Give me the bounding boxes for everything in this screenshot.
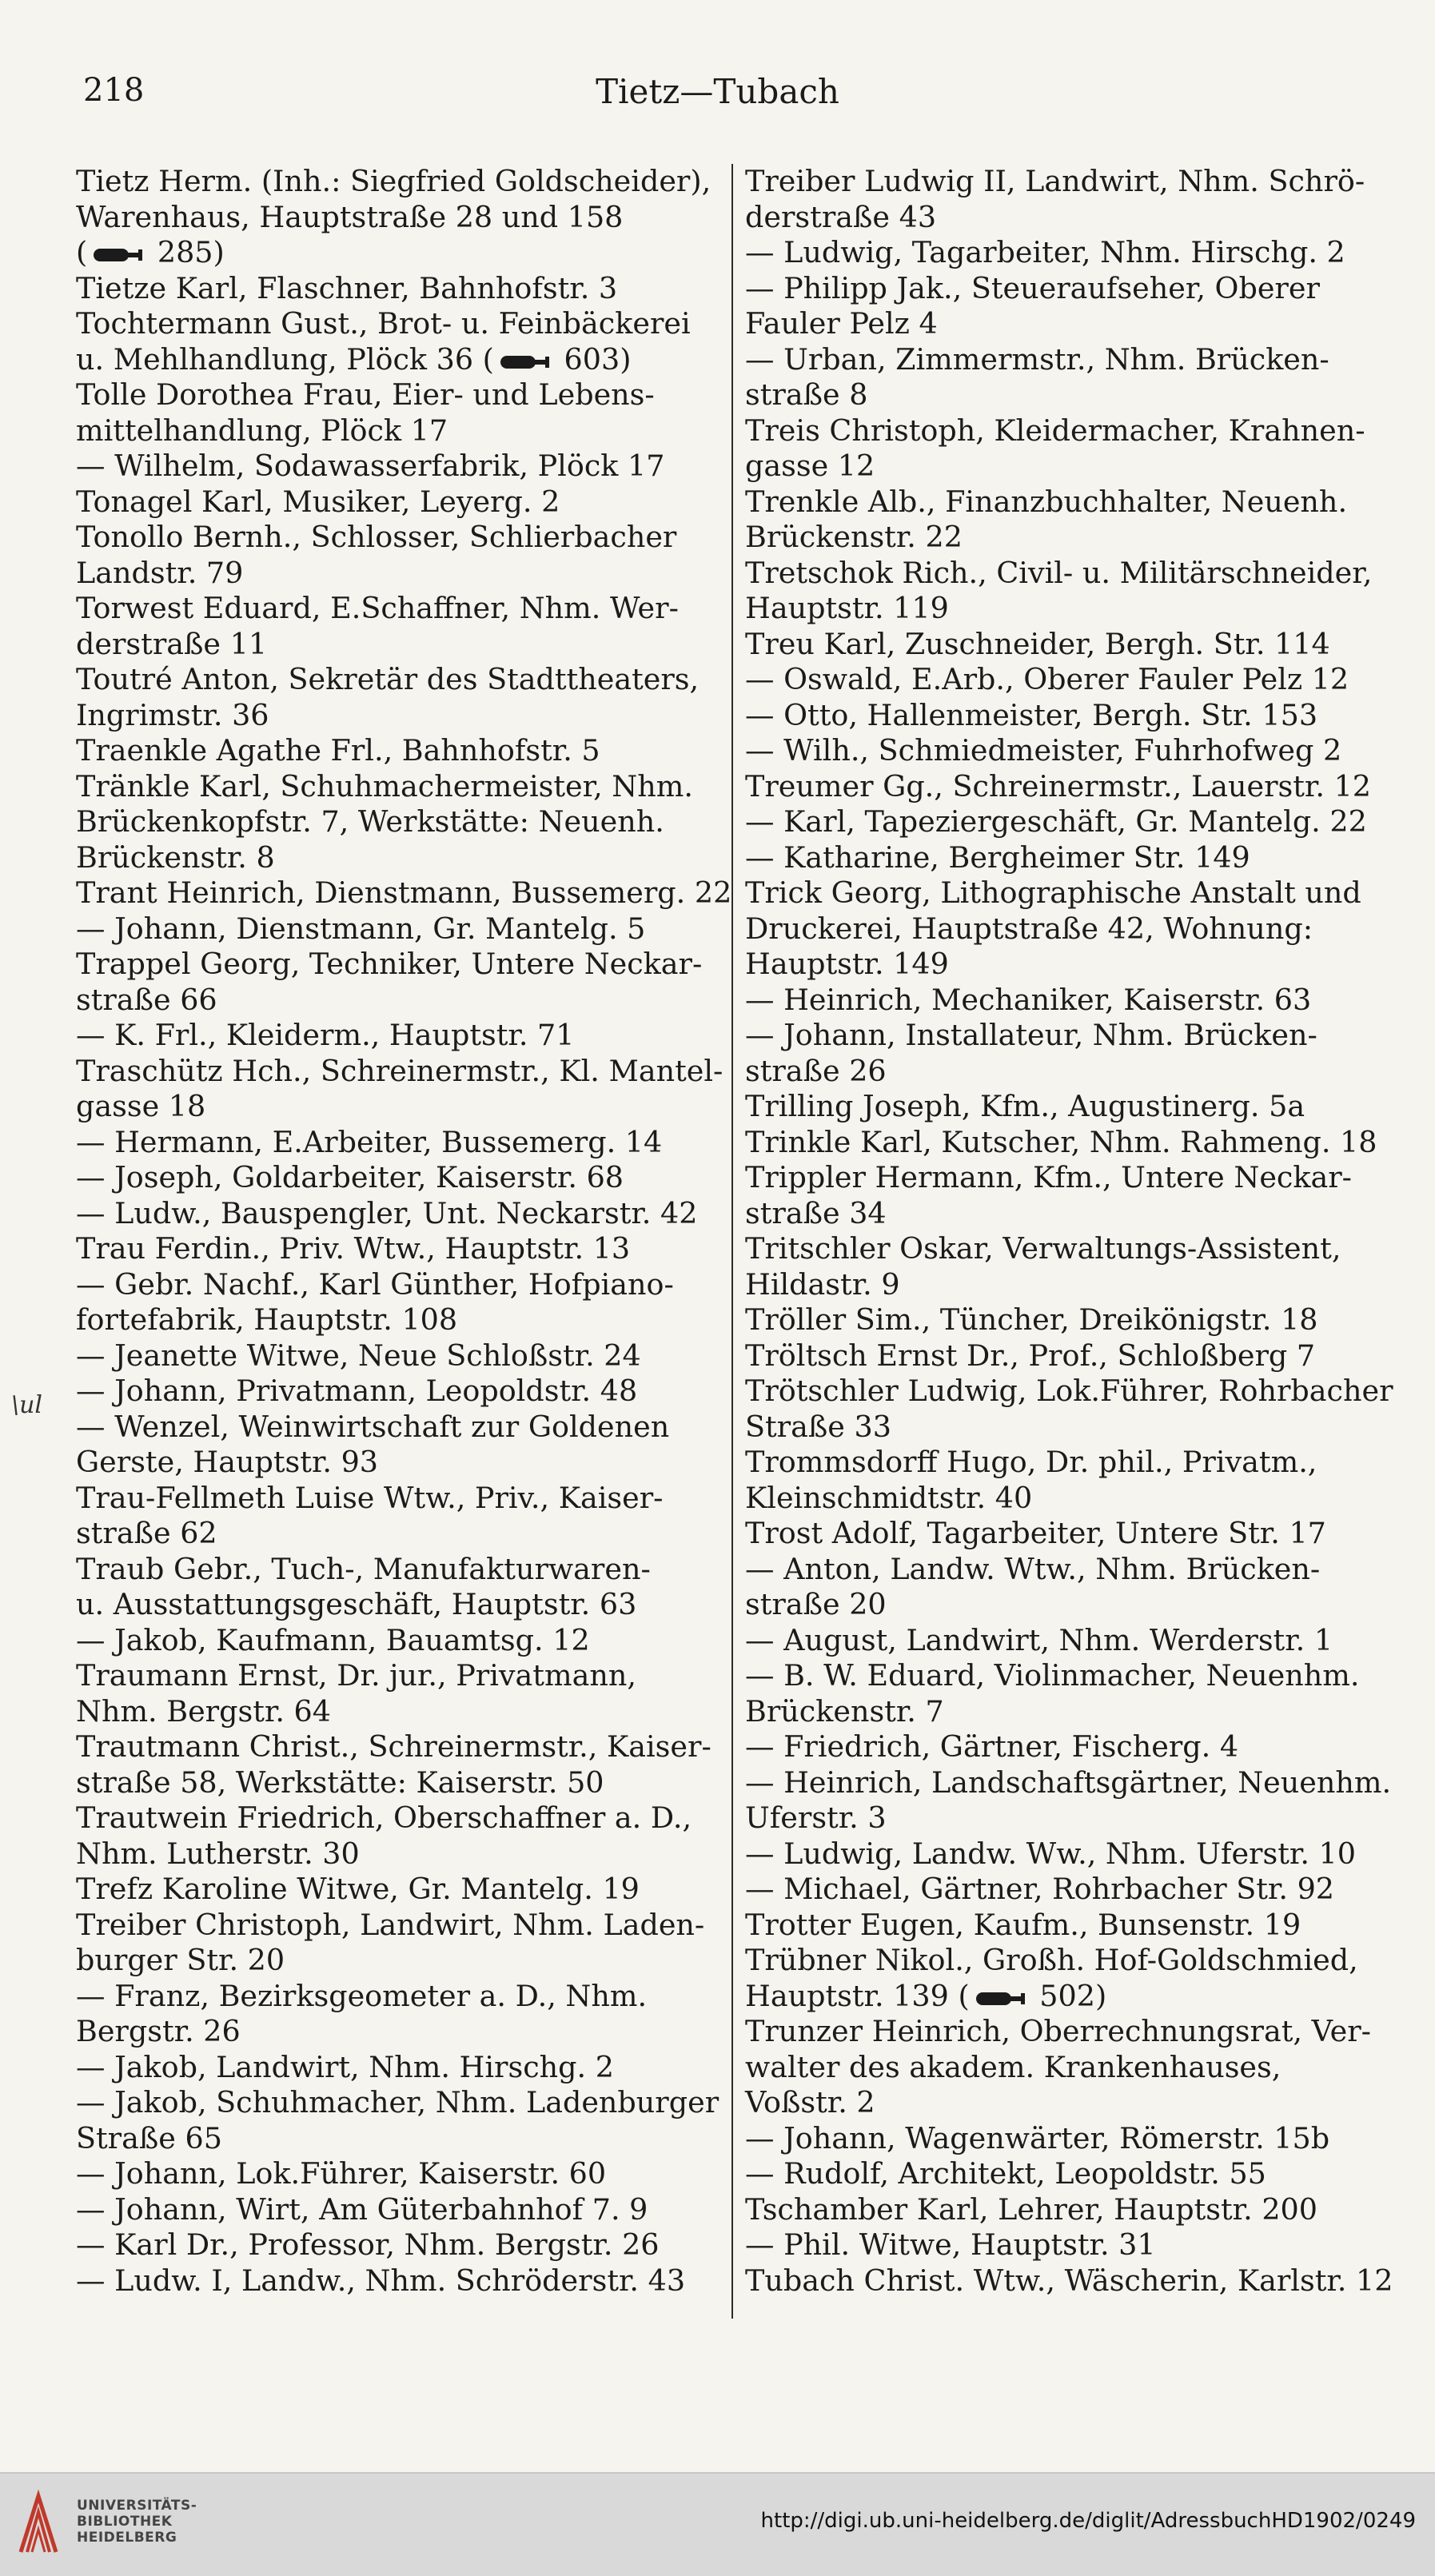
entry-line: Treiber Christoph, Landwirt, Nhm. Laden- [76, 1907, 705, 1942]
entry-line: Brückenkopfstr. 7, Werkstätte: Neuenh. [76, 804, 664, 839]
directory-entry [745, 2192, 1381, 2228]
directory-entry [745, 1765, 1392, 1836]
entry-line: — Philipp Jak., Steueraufseher, Oberer [745, 270, 1320, 305]
entry-line: — Friedrich, Gärtner, Fischerg. 4 [745, 1729, 1239, 1764]
directory-entry [745, 2156, 1381, 2192]
directory-entry [76, 1729, 712, 1800]
entry-line: Trötschler Ludwig, Lok.Führer, Rohrbacher [745, 1374, 1393, 1408]
directory-entry [745, 2121, 1381, 2157]
entry-line: Traub Gebr., Tuch-, Manufakturwaren- [76, 1551, 651, 1586]
telephone-icon [497, 353, 552, 371]
entry-line: Tubach Christ. Wtw., Wäscherin, Karlstr. 12 [745, 2263, 1393, 2298]
entry-line: Trost Adolf, Tagarbeiter, Untere Str. 17 [745, 1516, 1326, 1550]
entry-line: Torwest Eduard, E.Schaffner, Nhm. Wer- [76, 591, 679, 625]
entry-line: — Oswald, E.Arb., Oberer Fauler Pelz 12 [745, 662, 1349, 696]
directory-entry [76, 1267, 712, 1338]
entry-line: — Gebr. Nachf., Karl Günther, Hofpiano- [76, 1266, 674, 1302]
entry-line: fortefabrik, Hauptstr. 108 [76, 1302, 458, 1337]
directory-entry [76, 1160, 712, 1196]
entry-line: — Johann, Wagenwärter, Römerstr. 15b [745, 2120, 1330, 2155]
directory-entry [745, 556, 1381, 627]
entry-line: straße 20 [745, 1587, 887, 1621]
directory-entry [745, 1018, 1381, 1089]
entry-line: — Ludw. I, Landw., Nhm. Schröderstr. 43 [76, 2263, 686, 2298]
entry-line: Trappel Georg, Techniker, Untere Neckar- [76, 947, 703, 981]
directory-entry [745, 2014, 1381, 2121]
entry-line: walter des akadem. Krankenhauses, [745, 2049, 1282, 2084]
directory-entry [76, 662, 712, 733]
entry-line: Trippler Hermann, Kfm., Untere Neckar- [745, 1160, 1353, 1194]
entry-line: — Karl Dr., Professor, Nhm. Bergstr. 26 [76, 2227, 660, 2262]
entry-line: Traschütz Hch., Schreinermstr., Kl. Mantel- [76, 1053, 723, 1088]
entry-line: — Joseph, Goldarbeiter, Kaiserstr. 68 [76, 1160, 624, 1194]
directory-entry [745, 1160, 1381, 1231]
entry-line: Hauptstr. 119 [745, 591, 949, 625]
directory-entry [745, 2227, 1381, 2263]
directory-entry [76, 484, 712, 520]
entry-line: straße 58, Werkstätte: Kaiserstr. 50 [76, 1765, 604, 1800]
entry-line: Traumann Ernst, Dr. jur., Privatmann, [76, 1658, 636, 1693]
directory-entry [76, 1410, 712, 1481]
entry-line: mittelhandlung, Plöck 17 [76, 413, 448, 448]
directory-entry [745, 1836, 1381, 1872]
entry-line: Trefz Karoline Witwe, Gr. Mantelg. 19 [76, 1872, 640, 1906]
entry-line: — Johann, Lok.Führer, Kaiserstr. 60 [76, 2156, 607, 2191]
directory-entry [76, 520, 712, 591]
entry-line: derstraße 11 [76, 626, 268, 661]
directory-entry [76, 164, 712, 271]
directory-entry [745, 164, 1381, 235]
logo-line: BIBLIOTHEK [77, 2514, 173, 2530]
entry-line: straße 62 [76, 1516, 217, 1550]
entry-line: Brückenstr. 7 [745, 1693, 944, 1729]
entry-line: Fauler Pelz 4 [745, 306, 938, 341]
directory-entry [76, 2085, 719, 2156]
entry-line: Tröltsch Ernst Dr., Prof., Schloßberg 7 [745, 1338, 1316, 1373]
entry-line: Nhm. Bergstr. 64 [76, 1693, 331, 1729]
entry-line: Tonagel Karl, Musiker, Leyerg. 2 [76, 484, 560, 519]
entry-line: — Johann, Dienstmann, Gr. Mantelg. 5 [76, 911, 646, 946]
entry-line: gasse 12 [745, 449, 875, 483]
directory-entry [76, 2192, 712, 2228]
directory-entry [76, 1196, 712, 1232]
entry-line: Tretschok Rich., Civil- u. Militärschneider, [745, 555, 1373, 590]
entry-line: Tschamber Karl, Lehrer, Hauptstr. 200 [745, 2191, 1317, 2227]
directory-entry [76, 1872, 712, 1908]
entry-line: straße 26 [745, 1053, 887, 1088]
entry-line: — Karl, Tapeziergeschäft, Gr. Mantelg. 22 [745, 804, 1367, 839]
entry-line: Trotter Eugen, Kaufm., Bunsenstr. 19 [745, 1907, 1301, 1942]
directory-entry [76, 1552, 712, 1623]
entry-line: Treiber Ludwig II, Landwirt, Nhm. Schrö- [745, 164, 1365, 198]
entry-line: Straße 33 [745, 1409, 891, 1444]
entry-line: — Ludw., Bauspengler, Unt. Neckarstr. 42 [76, 1195, 698, 1230]
entry-line: Tietz Herm. (Inh.: Siegfried Goldscheider), [76, 164, 712, 198]
entry-line: Tonollo Bernh., Schlosser, Schlierbacher [76, 520, 677, 554]
right-column [745, 164, 1393, 2299]
directory-entry [745, 1729, 1381, 1765]
page-number: 218 [83, 72, 145, 109]
entry-line: — Jakob, Schuhmacher, Nhm. Ladenburger [76, 2085, 719, 2119]
entry-line: Warenhaus, Hauptstraße 28 und 158 [76, 199, 624, 234]
directory-entry [745, 1658, 1381, 1729]
entry-line: straße 66 [76, 982, 217, 1017]
directory-entry [76, 449, 712, 484]
directory-entry [745, 1125, 1381, 1161]
entry-line: — Phil. Witwe, Hauptstr. 31 [745, 2227, 1156, 2262]
directory-entry [76, 1979, 712, 2050]
directory-entry [76, 911, 712, 947]
directory-entry [745, 1552, 1381, 1623]
entry-line: straße 34 [745, 1195, 887, 1230]
directory-entry [745, 271, 1381, 342]
entry-line: Straße 65 [76, 2120, 222, 2155]
directory-entry [76, 377, 712, 449]
entry-line: derstraße 43 [745, 199, 937, 234]
entry-line: Trautwein Friedrich, Oberschaffner a. D., [76, 1800, 692, 1835]
entry-line: Voßstr. 2 [745, 2085, 875, 2119]
directory-entry [76, 1338, 712, 1374]
entry-line: — Ludwig, Tagarbeiter, Nhm. Hirschg. 2 [745, 235, 1345, 269]
entry-line: — Johann, Privatmann, Leopoldstr. 48 [76, 1374, 638, 1408]
directory-entry [745, 1338, 1381, 1374]
entry-line: Trilling Joseph, Kfm., Augustinerg. 5a [745, 1089, 1305, 1123]
directory-entry [76, 2263, 712, 2299]
entry-line: — Rudolf, Architekt, Leopoldstr. 55 [745, 2156, 1266, 2191]
entry-line: — August, Landwirt, Nhm. Werderstr. 1 [745, 1622, 1333, 1657]
telephone-icon [973, 1990, 1027, 2008]
entry-line: Kleinschmidtstr. 40 [745, 1480, 1033, 1515]
entry-line: — Otto, Hallenmeister, Bergh. Str. 153 [745, 697, 1318, 732]
entry-line: — Wilh., Schmiedmeister, Fuhrhofweg 2 [745, 733, 1342, 768]
entry-line: Druckerei, Hauptstraße 42, Wohnung: [745, 911, 1313, 946]
entry-line: Bergstr. 26 [76, 2014, 241, 2048]
logo-line: HEIDELBERG [77, 2530, 177, 2546]
entry-line: Trenkle Alb., Finanzbuchhalter, Neuenh. [745, 484, 1348, 519]
directory-entry [745, 983, 1381, 1019]
directory-entry [76, 1481, 712, 1552]
directory-entry [745, 2263, 1393, 2299]
entry-line: Tietze Karl, Flaschner, Bahnhofstr. 3 [76, 270, 618, 305]
library-logo-text [77, 2498, 197, 2546]
directory-entry [745, 1302, 1381, 1338]
entry-line: Ingrimstr. 36 [76, 697, 269, 732]
entry-line: Trant Heinrich, Dienstmann, Bussemerg. 22 [76, 875, 732, 910]
entry-line: — Wenzel, Weinwirtschaft zur Goldenen [76, 1409, 670, 1444]
entry-line: Traenkle Agathe Frl., Bahnhofstr. 5 [76, 733, 600, 768]
entry-line: Tränkle Karl, Schuhmachermeister, Nhm. [76, 768, 693, 804]
entry-line: — Johann, Installateur, Nhm. Brücken- [745, 1018, 1317, 1052]
directory-entry [745, 235, 1381, 271]
entry-line: Tolle Dorothea Frau, Eier- und Lebens- [76, 377, 655, 412]
entry-line: Tröller Sim., Tüncher, Dreikönigstr. 18 [745, 1302, 1318, 1337]
source-url-link[interactable]: http://digi.ub.uni-heidelberg.de/diglit/AdressbuchHD1902/0249 [760, 2509, 1416, 2533]
entry-line: — Franz, Bezirksgeometer a. D., Nhm. [76, 1978, 648, 2013]
entry-line: — Katharine, Bergheimer Str. 149 [745, 839, 1250, 875]
library-logo-icon [14, 2488, 62, 2560]
directory-entry [745, 1872, 1381, 1908]
directory-entry [76, 2156, 712, 2192]
directory-entry [76, 1125, 712, 1161]
directory-entry [76, 1231, 712, 1267]
directory-entry [745, 1943, 1381, 2014]
directory-entry [76, 1374, 712, 1410]
entry-line: Trommsdorff Hugo, Dr. phil., Privatm., [745, 1445, 1317, 1479]
entry-line: — Heinrich, Landschaftsgärtner, Neuenhm. [745, 1765, 1392, 1800]
directory-entry [745, 1374, 1393, 1445]
entry-line: Toutré Anton, Sekretär des Stadttheaters, [76, 662, 700, 696]
entry-line: — Jeanette Witwe, Neue Schloßstr. 24 [76, 1338, 641, 1373]
entry-line: Trau-Fellmeth Luise Wtw., Priv., Kaiser- [76, 1480, 664, 1515]
entry-line: ( 285) [76, 235, 225, 269]
entry-line: — Michael, Gärtner, Rohrbacher Str. 92 [745, 1872, 1335, 1906]
entry-line: burger Str. 20 [76, 1943, 285, 1977]
directory-entry [745, 1089, 1381, 1125]
entry-line: — B. W. Eduard, Violinmacher, Neuenhm. [745, 1658, 1360, 1693]
entry-line: Landstr. 79 [76, 555, 244, 590]
entry-line: Tritschler Oskar, Verwaltungs-Assistent, [745, 1231, 1341, 1266]
directory-entry [76, 947, 712, 1018]
directory-entry [76, 1658, 712, 1729]
directory-entry [76, 733, 712, 769]
logo-line: UNIVERSITÄTS- [77, 2498, 197, 2514]
entry-line: u. Mehlhandlung, Plöck 36 ( 603) [76, 341, 632, 377]
directory-entry [76, 591, 712, 662]
directory-entry [76, 1908, 712, 1979]
entry-line: — Hermann, E.Arbeiter, Bussemerg. 14 [76, 1124, 663, 1159]
directory-entry [76, 2050, 712, 2086]
entry-line: Trautmann Christ., Schreinermstr., Kaiser- [76, 1729, 712, 1764]
entry-line: — Heinrich, Mechaniker, Kaiserstr. 63 [745, 982, 1312, 1017]
entry-line: — Jakob, Kaufmann, Bauamtsg. 12 [76, 1622, 590, 1657]
entry-line: — Wilhelm, Sodawasserfabrik, Plöck 17 [76, 449, 665, 483]
running-head: Tietz—Tubach [596, 72, 839, 111]
directory-entry [745, 1516, 1381, 1552]
entry-line: straße 8 [745, 377, 868, 412]
entry-line: — Anton, Landw. Wtw., Nhm. Brücken- [745, 1551, 1321, 1586]
directory-entry [76, 271, 712, 307]
directory-entry [745, 733, 1381, 769]
entry-line: Trick Georg, Lithographische Anstalt und [745, 875, 1361, 910]
entry-line: Hildastr. 9 [745, 1266, 900, 1302]
directory-entry [745, 1908, 1381, 1944]
directory-entry [76, 769, 712, 876]
entry-line: — Urban, Zimmermstr., Nhm. Brücken- [745, 341, 1329, 377]
column-divider [731, 164, 733, 2319]
directory-entry [76, 875, 732, 911]
entry-line: Trübner Nikol., Großh. Hof-Goldschmied, [745, 1943, 1358, 1977]
directory-entry [745, 1445, 1381, 1516]
entry-line: Gerste, Hauptstr. 93 [76, 1445, 379, 1479]
entry-line: u. Ausstattungsgeschäft, Hauptstr. 63 [76, 1587, 637, 1621]
directory-entry [745, 484, 1381, 556]
entry-line: Treis Christoph, Kleidermacher, Krahnen- [745, 413, 1365, 448]
entry-line: — Johann, Wirt, Am Güterbahnhof 7. 9 [76, 2191, 648, 2227]
telephone-icon [90, 246, 145, 264]
directory-entry [745, 840, 1381, 876]
entry-line: Hauptstr. 139 ( 502) [745, 1978, 1107, 2013]
directory-entry [745, 804, 1381, 840]
entry-line: Trau Ferdin., Priv. Wtw., Hauptstr. 13 [76, 1231, 631, 1266]
directory-entry [745, 662, 1381, 698]
directory-entry [745, 698, 1381, 734]
entry-line: — Jakob, Landwirt, Nhm. Hirschg. 2 [76, 2049, 614, 2084]
directory-entry [76, 1053, 723, 1125]
directory-entry [745, 1231, 1381, 1302]
directory-entry [745, 875, 1381, 983]
entry-line: Brückenstr. 8 [76, 839, 275, 875]
entry-line: Uferstr. 3 [745, 1800, 887, 1835]
entry-line: Trunzer Heinrich, Oberrechnungsrat, Ver- [745, 2014, 1372, 2048]
entry-line: — K. Frl., Kleiderm., Hauptstr. 71 [76, 1018, 575, 1052]
directory-entry [76, 1623, 712, 1659]
directory-entry [76, 2227, 712, 2263]
directory-entry [745, 1623, 1381, 1659]
entry-line: Tochtermann Gust., Brot- u. Feinbäckerei [76, 306, 691, 341]
entry-line: Treumer Gg., Schreinermstr., Lauerstr. 12 [745, 768, 1372, 804]
footer-bar [0, 2472, 1435, 2576]
directory-entry [76, 1018, 712, 1054]
margin-annotation: \ul [11, 1391, 43, 1419]
entry-line: gasse 18 [76, 1089, 206, 1123]
directory-entry [76, 306, 712, 377]
directory-entry [745, 413, 1381, 484]
left-column [76, 164, 732, 2299]
entry-line: Nhm. Lutherstr. 30 [76, 1836, 360, 1871]
entry-line: Brückenstr. 22 [745, 520, 963, 554]
entry-line: Treu Karl, Zuschneider, Bergh. Str. 114 [745, 626, 1330, 661]
directory-entry [76, 1800, 712, 1872]
directory-entry [745, 342, 1381, 413]
entry-line: — Ludwig, Landw. Ww., Nhm. Uferstr. 10 [745, 1836, 1356, 1871]
directory-entry [745, 627, 1381, 663]
directory-entry [745, 769, 1381, 805]
entry-line: Hauptstr. 149 [745, 947, 949, 981]
entry-line: Trinkle Karl, Kutscher, Nhm. Rahmeng. 18 [745, 1124, 1377, 1159]
